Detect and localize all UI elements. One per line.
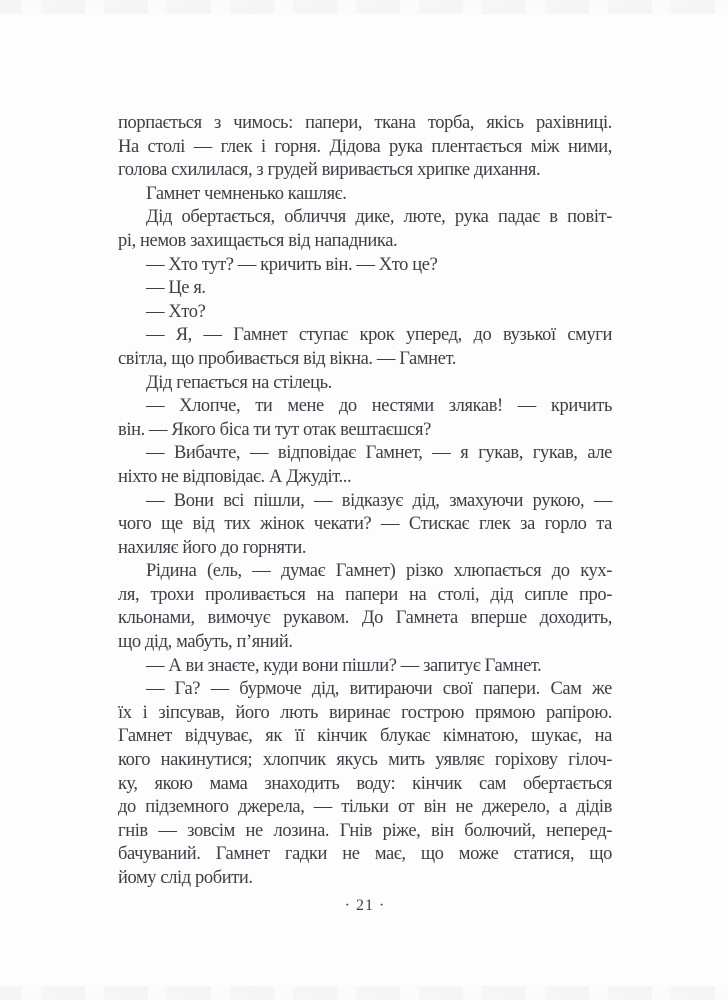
text-line: кльонами, вимочує рукавом. До Гамнета вперше доходить, [118,608,612,629]
text-line: що дід, мабуть, п’яний. [118,632,293,653]
text-line: — Це я. [146,278,206,299]
scan-edge-bottom [0,986,728,1000]
text-line: він. — Якого біса ти тут отак вештаєшся? [118,419,431,440]
text-line: — Вибачте, — відповідає Гамнет, — я гукав, гукав, але [146,443,612,464]
text-line: бачуваний. Гамнет гадки не має, що може статися, що [118,844,612,865]
text-line: — Я, — Гамнет ступає крок уперед, до вузької смуги [146,325,612,346]
text-line: рі, немов захищається від нападника. [118,230,398,251]
text-line: Дід обертається, обличчя дике, люте, рука падає в повіт- [146,207,612,228]
text-line: — Хто тут? — кричить він. — Хто це? [146,254,438,275]
text-line: їх і зіпсував, його лють виринає гострою прямою рапірою. [118,702,612,723]
text-line: На столі — глек і горня. Дідова рука плентається між ними, [118,136,612,157]
text-line: — А ви знаєте, куди вони пішли? — запитує Гамнет. [146,655,542,676]
text-line: Гамнет чемненько кашляє. [146,183,347,204]
text-line: — Хлопче, ти мене до нестями злякав! — кричить [146,396,612,417]
text-line: чого ще від тих жінок чекати? — Стискає глек за горло та [118,514,612,535]
text-line: Рідина (ель, — думає Гамнет) різко хлюпається до кух- [146,561,612,582]
text-line: ніхто не відповідає. А Джудіт... [118,466,352,487]
text-line: до підземного джерела, — тільки от він не джерело, а дідів [118,797,612,818]
text-line: кого накинутися; хлопчик якусь мить уявляє горіхову гілоч- [118,750,612,771]
scan-edge-top [0,0,728,14]
text-line: Гамнет відчуває, як її кінчик блукає кімнатою, шукає, на [118,726,612,747]
text-line: світла, що пробивається від вікна. — Гамнет. [118,348,456,369]
text-line: порпається з чимось: папери, ткана торба, якісь рахівниці. [118,113,612,133]
text-line: ку, якою мама знаходить воду: кінчик сам обертається [118,773,612,794]
text-line: ля, трохи проливається на папери на столі, дід сипле про- [118,584,612,605]
page-number: · 21 · [344,897,386,914]
text-line: — Хто? [146,301,206,322]
page-text-block [118,112,612,891]
text-line: нахиляє його до горняти. [118,537,307,558]
text-line: Дід гепається на стілець. [146,372,332,393]
text-line: — Вони всі пішли, — відказує дід, змахуючи рукою, — [146,490,612,511]
text-line: голова схилилася, з грудей виривається хрипке дихання. [118,160,541,181]
text-line: йому слід робити. [118,868,253,888]
text-line: — Га? — бурмоче дід, витираючи свої папери. Сам же [146,679,612,700]
text-line: гнів — зовсім не лозина. Гнів ріже, він болючий, неперед- [118,820,612,841]
